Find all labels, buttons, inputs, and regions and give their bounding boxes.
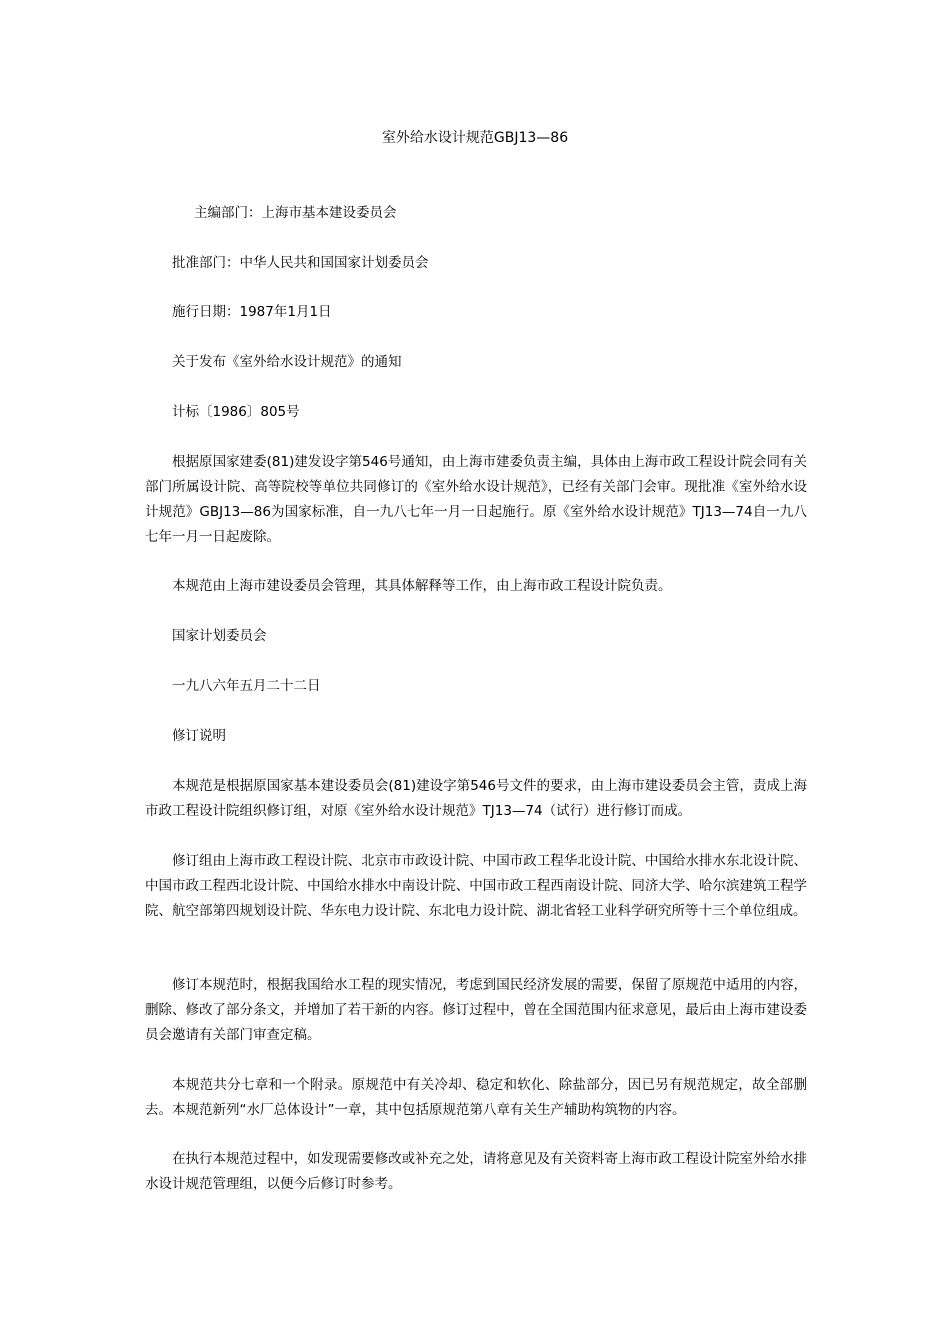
editor-department: 主编部门：上海市基本建设委员会 <box>194 205 397 221</box>
notice-number: 计标〔1986〕805号 <box>172 404 300 420</box>
notice-body: 根据原国家建委(81)建发设字第546号通知，由上海市建委负责主编，具体由上海市政工程设计院会同有关部门所属设计院、高等院校等单位共同修订的《室外给水设计规范》，已经有关部门会审。现批准《室外给水设计规范》GBJ13—86为国家标准，自一九八七年一月一日起施行。原《室外给水设计规范》TJ13—74自一九八七年一月一日起废除。 <box>145 454 807 545</box>
approving-department: 批准部门：中华人民共和国国家计划委员会 <box>172 255 429 271</box>
revision-paragraph: 在执行本规范过程中，如发现需要修改或补充之处，请将意见及有关资料寄上海市政工程设计院室外给水排水设计规范管理组，以便今后修订时参考。 <box>145 1151 807 1192</box>
document-title: 室外给水设计规范GBJ13—86 <box>381 130 569 146</box>
notice-title: 关于发布《室外给水设计规范》的通知 <box>172 354 402 370</box>
issue-date: 一九八六年五月二十二日 <box>172 678 321 694</box>
issuing-authority: 国家计划委员会 <box>172 628 267 644</box>
revision-paragraph: 修订组由上海市政工程设计院、北京市市政设计院、中国市政工程华北设计院、中国给水排水东北设计院、中国市政工程西北设计院、中国给水排水中南设计院、中国市政工程西南设计院、同济大学、哈尔滨建筑工程学院、航空部第四规划设计院、华东电力设计院、东北电力设计院、湖北省轻工业科学研究所等十三个单位组成。 <box>145 853 807 919</box>
revision-heading: 修订说明 <box>172 728 226 744</box>
revision-paragraph: 修订本规范时，根据我国给水工程的现实情况，考虑到国民经济发展的需要，保留了原规范中适用的内容，删除、修改了部分条文，并增加了若干新的内容。修订过程中，曾在全国范围内征求意见，最后由上海市建设委员会邀请有关部门审查定稿。 <box>145 977 807 1043</box>
revision-paragraph: 本规范共分七章和一个附录。原规范中有关冷却、稳定和软化、除盐部分，因已另有规范规定，故全部删去。本规范新列“水厂总体设计”一章，其中包括原规范第八章有关生产辅助构筑物的内容。 <box>145 1077 807 1118</box>
management-statement: 本规范由上海市建设委员会管理，其具体解释等工作，由上海市政工程设计院负责。 <box>172 578 672 594</box>
effective-date: 施行日期：1987年1月1日 <box>172 304 332 320</box>
revision-paragraph: 本规范是根据原国家基本建设委员会(81)建设字第546号文件的要求，由上海市建设委员会主管，责成上海市政工程设计院组织修订组，对原《室外给水设计规范》TJ13—74（试行）进行修订而成。 <box>145 778 807 819</box>
